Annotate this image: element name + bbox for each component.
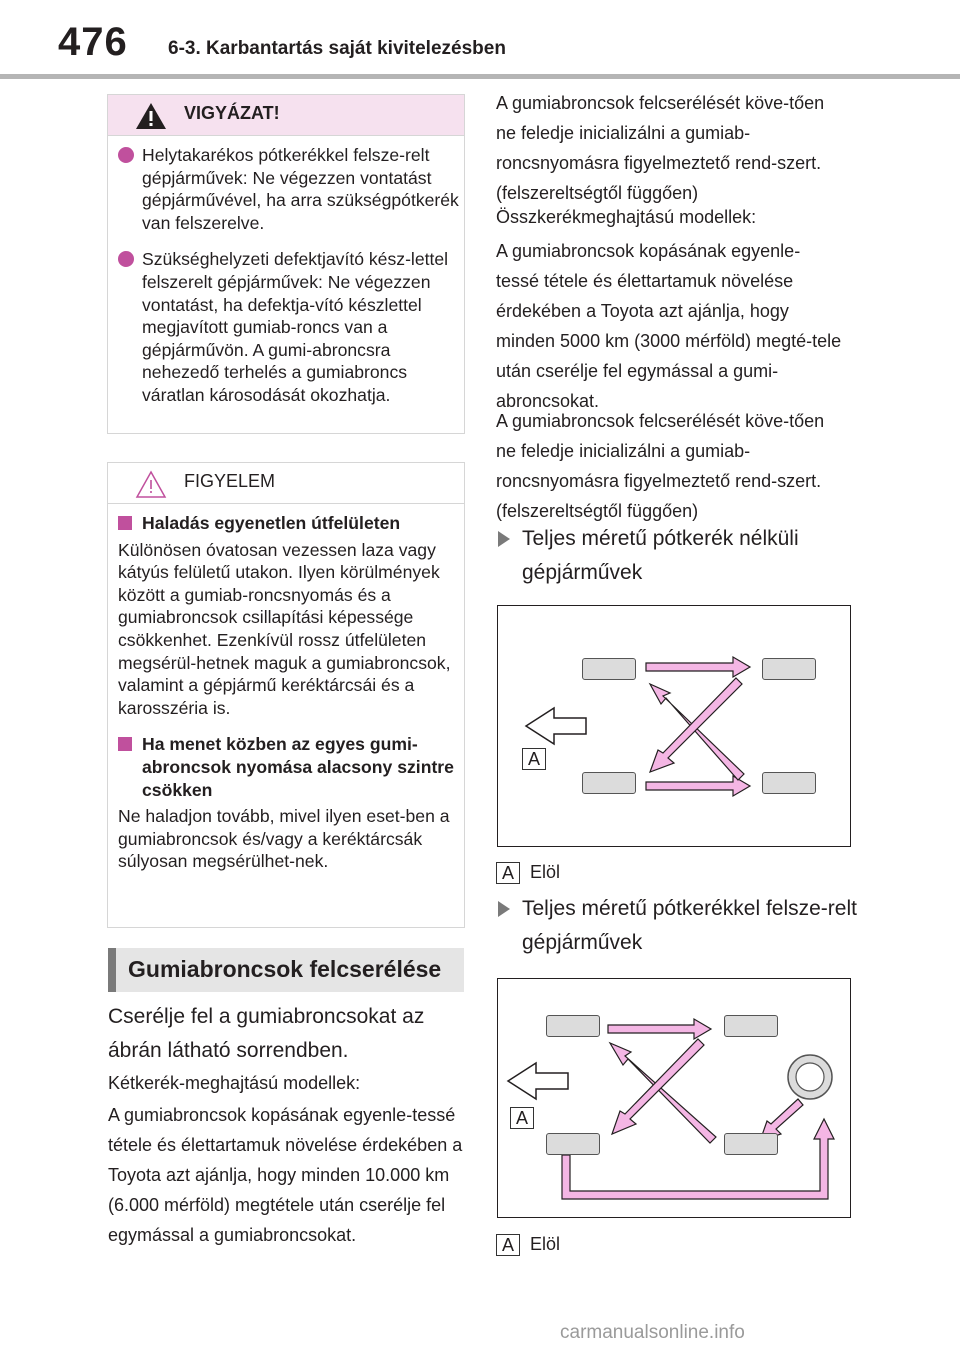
caution-item: Szükséghelyzeti defektjavító kész-lettel felszerelt gépjárművek: Ne végezzen vontatást, ha defektja-vító készlettel megjavított gumiab-roncs van a gépjárművön. A gumi-abroncsra nehezedő terhelés a gumiabroncs váratlan károsodását okozhatja. [108,248,464,406]
front-label-marker: A [522,748,546,770]
front-legend-text: Elöl [530,862,561,882]
notice-paragraph: Ne haladjon tovább, mivel ilyen eset-ben a gumiabroncsok és/vagy a keréktárcsák súlyosan megsérülhet-nek. [118,806,450,872]
tire-front-right [582,772,636,794]
notice-header [108,463,464,504]
legend-marker: A [496,1234,520,1256]
caution-title: VIGYÁZAT! [184,103,280,123]
warning-outline-icon [134,469,168,499]
two-wd-label: Kétkerék-meghajtású modellek: [108,1073,361,1093]
triangle-bullet-icon [498,531,510,547]
front-arrow-icon [526,708,586,744]
tire-front-left [582,658,636,680]
rotation-arrow [608,1019,711,1039]
tire-rear-left [724,1015,778,1037]
watermark: carmanualsonline.info [560,1322,745,1343]
reset-note-2: A gumiabroncsok felcserélését köve-tően ne feledje inicializálni a gumiab-roncsnyomásra figyelmeztető rend-szert. (felszereltségtől függően) [496,411,825,521]
two-wd-text: A gumiabroncsok kopásának egyenle-tessé tétele és élettartamuk növelése érdekében a Toyota azt ajánlja, hogy minden 10.000 km (6.000 mérföld) megtétele után cserélje fel egymással a gumiabroncsokat. [108,1105,463,1245]
notice-title: FIGYELEM [184,471,276,491]
four-wd-label: Összkerékmeghajtású modellek: [496,207,757,227]
bullet-heading-1: Teljes méretű pótkerék nélküli gépjárművek [496,522,862,590]
front-legend-text: Elöl [530,1234,561,1254]
reset-note-1: A gumiabroncsok felcserélését köve-tően ne feledje inicializálni a gumiab-roncsnyomásra figyelmeztető rend-szert. (felszereltségtől függően) [496,93,825,203]
bullet-heading-2: Teljes méretű pótkerékkel felsze-relt gépjárművek [496,892,862,960]
notice-paragraph: Különösen óvatosan vezessen laza vagy kátyús felületű utakon. Ilyen körülmények között a gumiab-roncsnyomás és a gumiabroncsok csillapítási képessége csökkenhet. Ezenkívül rossz útfelületen megsérül-hetnek maguk a gumiabroncsok, valamint a gépjármű keréktárcsái és a karosszéria is. [118,539,451,718]
front-arrow-icon [508,1063,568,1099]
tire-rear-right [762,772,816,794]
tire-rear-right [724,1133,778,1155]
diagram-1-svg [498,606,852,848]
notice-box [107,462,465,928]
rotation-arrow [646,776,750,796]
caution-header [108,95,464,136]
tire-front-right [546,1133,600,1155]
page-number: 476 [58,20,128,64]
bullet-square-icon [118,516,132,530]
notice-subheading: Ha menet közben az egyes gumi-abroncsok nyomása alacsony szintre csökken [108,733,464,801]
caution-item: Helytakarékos pótkerékkel felsze-relt gépjárművek: Ne végezzen vontatást gépjárművével, ha arra szükségpótkerék van felszerelve. [108,144,464,234]
intro-text: Cserélje fel a gumiabroncsokat az ábrán látható sorrendben. [108,1005,425,1062]
front-label-marker: A [510,1107,534,1129]
tire-rear-left [762,658,816,680]
notice-subheading: Haladás egyenetlen útfelületen [108,512,464,535]
legend-marker: A [496,862,520,884]
chapter-title: 6-3. Karbantartás saját kivitelezésben [168,38,506,59]
bullet-square-icon [118,737,132,751]
caution-box [107,94,465,434]
triangle-bullet-icon [498,901,510,917]
rotation-diagram-1 [497,605,851,847]
rotation-arrow [646,657,750,677]
bullet-dot-icon [118,251,134,267]
header-rule [0,74,960,79]
tire-front-left [546,1015,600,1037]
rotation-diagram-2 [497,978,851,1218]
bullet-dot-icon [118,147,134,163]
four-wd-text: A gumiabroncsok kopásának egyenle-tessé tétele és élettartamuk növelése érdekében a Toyota azt ajánlja, hogy minden 5000 km (3000 mérföld) megté-tele után cserélje fel egymással a gumi-abroncsokat. [496,241,842,411]
section-heading: Gumiabroncsok felcserélése [108,948,464,992]
warning-icon [134,101,168,131]
